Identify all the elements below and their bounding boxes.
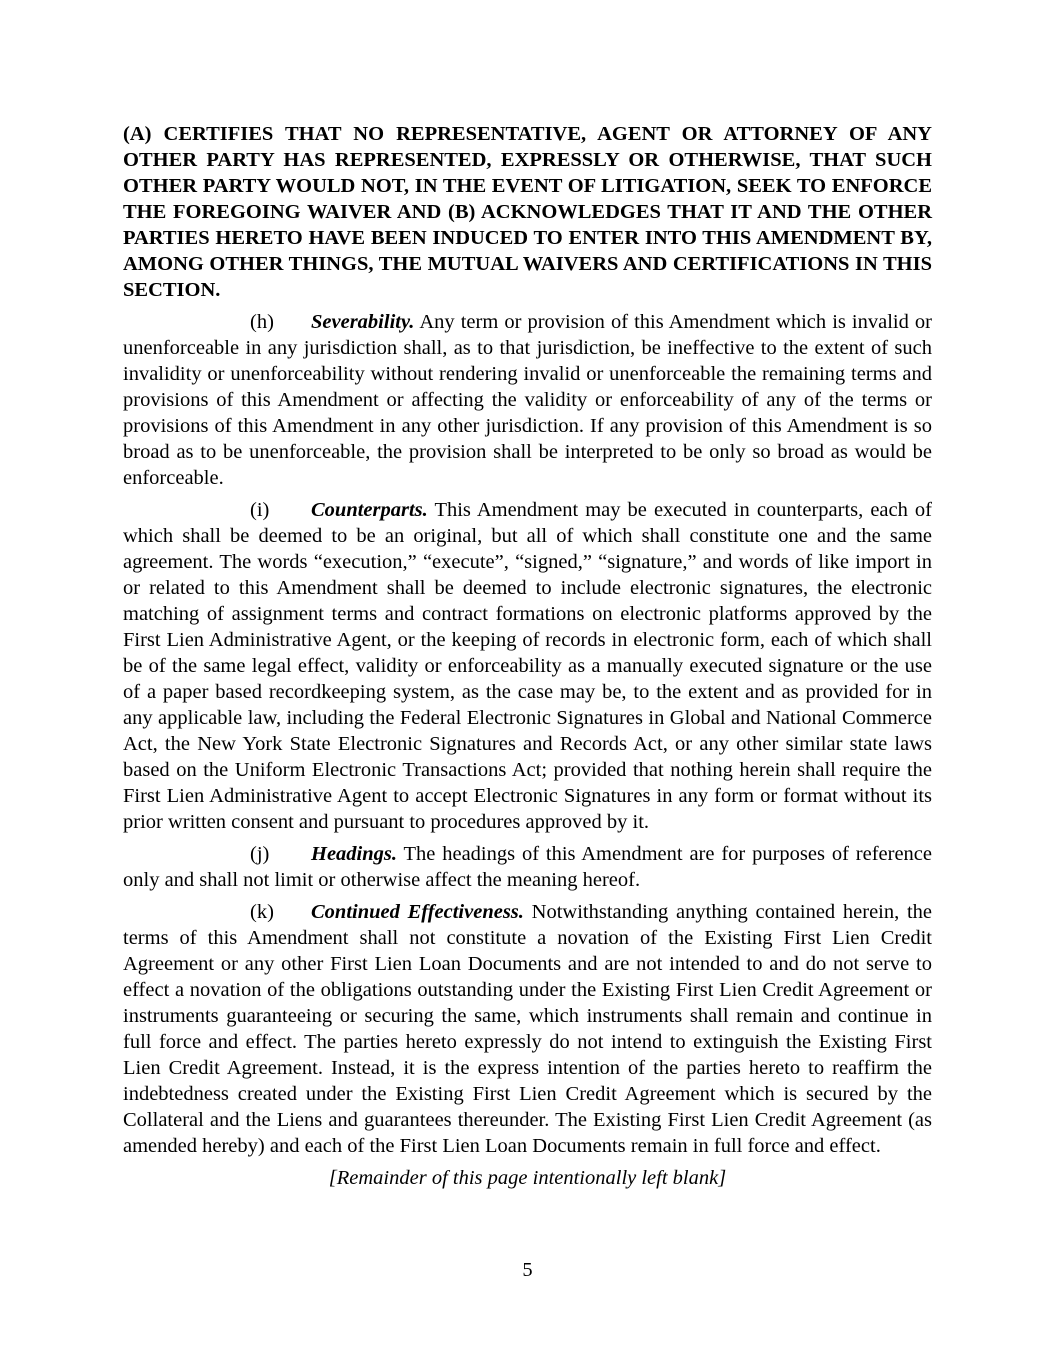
clause-continued-effectiveness [123,899,932,1159]
waiver-certification-paragraph: (A) CERTIFIES THAT NO REPRESENTATIVE, AGENT OR ATTORNEY OF ANY OTHER PARTY HAS REPRESENTED, EXPRESSLY OR OTHERWISE, THAT SUCH OTHER PARTY WOULD NOT, IN THE EVENT OF LITIGATION, SEEK TO ENFORCE THE FOREGOING WAIVER AND (B) ACKNOWLEDGES THAT IT AND THE OTHER PARTIES HERETO HAVE BEEN INDUCED TO ENTER INTO THIS AMENDMENT BY, AMONG OTHER THINGS, THE MUTUAL WAIVERS AND CERTIFICATIONS IN THIS SECTION. [123,123,932,301]
clause-counterparts [123,497,932,835]
clause-label: (h) [250,311,274,333]
clause-headings [123,841,932,893]
clause-severability [123,309,932,491]
clause-body: The headings of this Amendment are for purposes of reference only and shall not limit or otherwise affect the meaning hereof. [123,843,932,891]
clause-title: Severability. [311,311,415,333]
clause-label: (j) [250,843,270,865]
clause-body: Any term or provision of this Amendment which is invalid or unenforceable in any jurisdiction shall, as to that jurisdiction, be ineffective to the extent of such invalidity or unenforceability without rendering invalid or unenforceable the remaining terms and provisions of this Amendment or affecting the validity or enforceability of any of the terms or provisions of this Amendment in any other jurisdiction. If any provision of this Amendment is so broad as to be unenforceable, the provision shall be interpreted to be only so broad as would be enforceable. [123,311,932,489]
clause-title: Headings. [311,843,397,865]
clause-label: (k) [250,901,274,923]
clause-label: (i) [250,499,270,521]
clause-body: Notwithstanding anything contained herein, the terms of this Amendment shall not constitute a novation of the Existing First Lien Credit Agreement or any other First Lien Loan Documents and are not intended to and do not serve to effect a novation of the obligations outstanding under the Existing First Lien Credit Agreement or instruments guaranteeing or securing the same, which instruments shall remain and continue in full force and effect. The parties hereto expressly do not intend to extinguish the Existing First Lien Credit Agreement. Instead, it is the express intention of the parties hereto to reaffirm the indebtedness created under the Existing First Lien Credit Agreement which is secured by the Collateral and the Liens and guarantees thereunder. The Existing First Lien Credit Agreement (as amended hereby) and each of the First Lien Loan Documents remain in full force and effect. [123,901,932,1157]
page-number: 5 [522,1259,533,1281]
clause-title: Counterparts. [311,499,428,521]
clause-title: Continued Effectiveness. [311,901,524,923]
clause-body: This Amendment may be executed in counterparts, each of which shall be deemed to be an original, but all of which shall constitute one and the same agreement. The words “execution,” “execute”, “signed,” “signature,” and words of like import in or related to this Amendment shall be deemed to include electronic signatures, the electronic matching of assignment terms and contract formations on electronic platforms approved by the First Lien Administrative Agent, or the keeping of records in electronic form, each of which shall be of the same legal effect, validity or enforceability as a manually executed signature or the use of a paper based recordkeeping system, as the case may be, to the extent and as provided for in any applicable law, including the Federal Electronic Signatures in Global and National Commerce Act, the New York State Electronic Signatures and Records Act, or any other similar state laws based on the Uniform Electronic Transactions Act; provided that nothing herein shall require the First Lien Administrative Agent to accept Electronic Signatures in any form or format without its prior written consent and pursuant to procedures approved by it. [123,499,932,833]
remainder-note: [Remainder of this page intentionally left blank] [328,1167,727,1189]
